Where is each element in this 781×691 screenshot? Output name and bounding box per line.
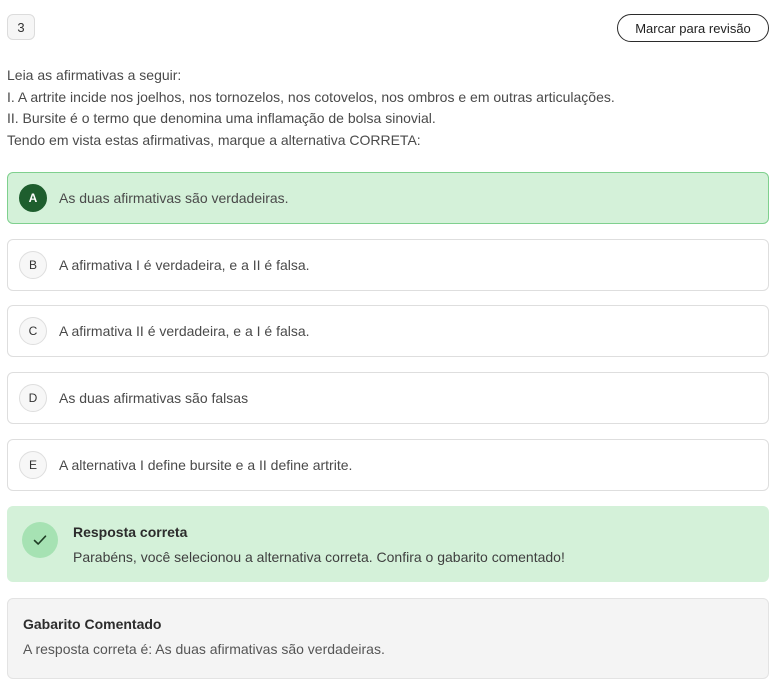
option-letter: B	[19, 251, 47, 279]
option-e[interactable]	[7, 439, 769, 491]
option-letter: D	[19, 384, 47, 412]
question-statement	[7, 65, 772, 151]
answer-key-panel	[7, 598, 769, 679]
question-header	[7, 14, 769, 42]
option-letter: C	[19, 317, 47, 345]
check-icon	[22, 522, 58, 558]
answer-key-text: A resposta correta é: As duas afirmativas são verdadeiras.	[23, 641, 385, 657]
option-letter: E	[19, 451, 47, 479]
feedback-message: Parabéns, você selecionou a alternativa correta. Confira o gabarito comentado!	[73, 549, 565, 565]
statement-line: II. Bursite é o termo que denomina uma inflamação de bolsa sinovial.	[7, 110, 436, 126]
option-text: A afirmativa II é verdadeira, e a I é falsa.	[59, 323, 310, 339]
question-number-badge: 3	[7, 14, 35, 40]
option-c[interactable]	[7, 305, 769, 357]
option-text: As duas afirmativas são falsas	[59, 390, 249, 406]
answer-feedback-panel	[7, 506, 769, 582]
feedback-title: Resposta correta	[73, 524, 188, 540]
option-text: A afirmativa I é verdadeira, e a II é falsa.	[59, 257, 310, 273]
option-text: As duas afirmativas são verdadeiras.	[59, 190, 289, 206]
mark-for-review-button[interactable]: Marcar para revisão	[617, 14, 769, 42]
statement-line: I. A artrite incide nos joelhos, nos tornozelos, nos cotovelos, nos ombros e em outras articulações.	[7, 88, 615, 105]
answer-key-title: Gabarito Comentado	[23, 616, 162, 632]
option-a[interactable]	[7, 172, 769, 224]
option-b[interactable]	[7, 239, 769, 291]
option-letter: A	[19, 184, 47, 212]
option-text: A alternativa I define bursite e a II define artrite.	[59, 457, 353, 473]
statement-line: Tendo em vista estas afirmativas, marque a alternativa CORRETA:	[7, 131, 421, 148]
statement-line: Leia as afirmativas a seguir:	[7, 67, 182, 83]
option-d[interactable]	[7, 372, 769, 424]
